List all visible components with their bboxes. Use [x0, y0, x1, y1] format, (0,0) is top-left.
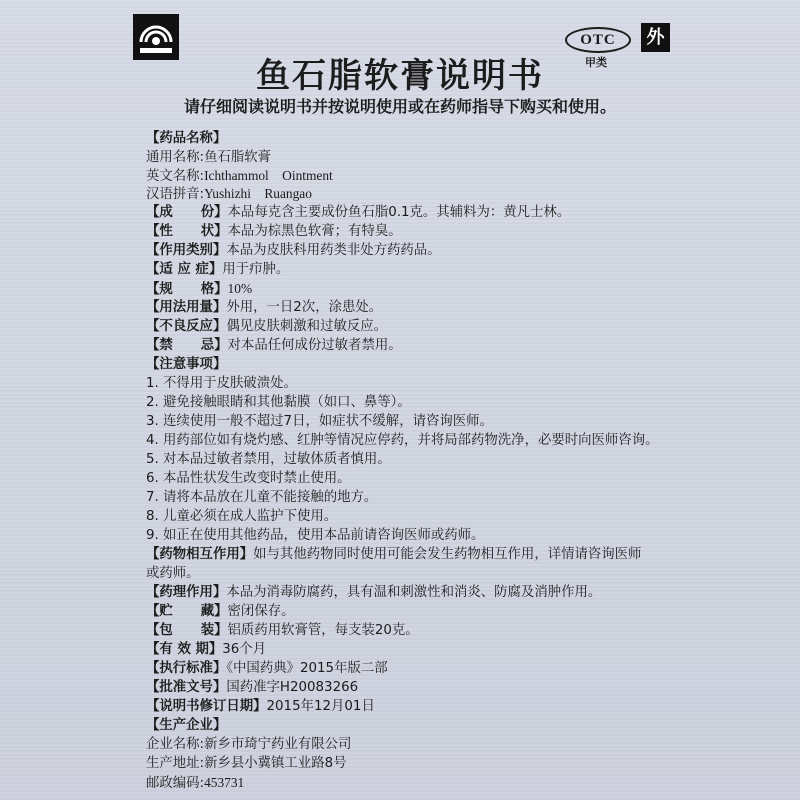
interaction-value-cont: 或药师。: [146, 566, 200, 581]
contra-value: 对本品任何成份过敏者禁用。: [227, 338, 402, 353]
approval-value: 国药准字H20083266: [226, 680, 359, 695]
ingredients-row: [146, 203, 570, 222]
pinyin-value: Yushizhi Ruangao: [204, 186, 312, 201]
page-subtitle: 请仔细阅读说明书并按说明使用或在药师指导下购买和使用。: [183, 97, 616, 116]
package-label: 【包 装】: [146, 623, 228, 638]
indication-label: 【适 应 症】: [146, 262, 223, 277]
precaution-item: 8. 儿童必须在成人监护下使用。: [146, 509, 338, 524]
dosage-row: [146, 298, 382, 317]
approval-row: [146, 678, 358, 697]
spec-label: 【规 格】: [146, 282, 228, 297]
storage-label: 【贮 藏】: [146, 604, 228, 619]
precaution-item: 6. 本品性状发生改变时禁止使用。: [146, 471, 351, 486]
standard-value: 《中国药典》2015年版二部: [226, 661, 388, 676]
contra-label: 【禁 忌】: [146, 338, 228, 353]
interaction-row: [146, 545, 641, 564]
revision-label: 【说明书修订日期】: [146, 699, 267, 714]
revision-value: 2015年12月01日: [266, 699, 375, 714]
category-label: 【作用类别】: [146, 243, 227, 258]
adverse-label: 【不良反应】: [146, 319, 227, 334]
pharmacology-row: [146, 583, 601, 602]
interaction-value: 如与其他药物同时使用可能会发生药物相互作用，详情请咨询医师: [253, 547, 642, 562]
validity-value: 36个月: [222, 642, 267, 657]
company-name-row: [146, 735, 351, 754]
zip-row: [146, 773, 244, 793]
category-value: 本品为皮肤科用药类非处方药药品。: [226, 243, 441, 258]
standard-row: [146, 659, 388, 678]
otc-class: 甲类: [585, 56, 607, 69]
otc-badge: OTC: [565, 27, 631, 53]
english-name-row: [146, 166, 333, 186]
adverse-value: 偶见皮肤刺激和过敏反应。: [226, 319, 388, 334]
pharmacology-label: 【药理作用】: [146, 585, 227, 600]
precaution-item: 2. 避免接触眼睛和其他黏膜（如口、鼻等）。: [146, 395, 411, 410]
standard-label: 【执行标准】: [146, 661, 227, 676]
spec-value: 10%: [227, 281, 253, 296]
revision-row: [146, 697, 375, 716]
generic-name-label: 通用名称:: [146, 150, 205, 165]
external-use-badge: 外: [641, 23, 670, 52]
properties-value: 本品为棕黑色软膏；有特臭。: [227, 224, 402, 239]
approval-label: 【批准文号】: [146, 680, 227, 695]
package-value: 铝质药用软膏管，每支装20克。: [227, 623, 419, 638]
interaction-label: 【药物相互作用】: [146, 547, 254, 562]
properties-row: [146, 222, 402, 241]
dosage-value: 外用，一日2次，涂患处。: [226, 300, 383, 315]
precaution-item: 4. 用药部位如有烧灼感、红肿等情况应停药，并将局部药物洗净，必要时向医师咨询。: [146, 433, 659, 448]
company-name-value: 新乡市琦宁药业有限公司: [204, 737, 352, 752]
company-name-label: 企业名称:: [146, 737, 205, 752]
zip-value: 453731: [204, 775, 245, 790]
manufacturer-heading: 【生产企业】: [146, 718, 227, 733]
address-label: 生产地址:: [146, 756, 205, 771]
english-name-value: Ichthammol Ointment: [204, 168, 333, 183]
precaution-item: 5. 对本品过敏者禁用，过敏体质者慎用。: [146, 452, 391, 467]
ingredients-value: 本品每克含主要成份鱼石脂0.1克。其辅料为：黄凡士林。: [227, 205, 571, 220]
pinyin-label: 汉语拼音:: [146, 187, 205, 202]
english-name-label: 英文名称:: [146, 169, 205, 184]
dosage-label: 【用法用量】: [146, 300, 227, 315]
drug-name-heading: 【药品名称】: [146, 131, 227, 146]
indication-value: 用于疖肿。: [222, 262, 290, 277]
address-value: 新乡县小冀镇工业路8号: [204, 756, 347, 771]
contra-row: [146, 336, 402, 355]
address-row: [146, 754, 347, 773]
pharmacology-value: 本品为消毒防腐药，具有温和刺激性和消炎、防腐及消肿作用。: [226, 585, 602, 600]
ingredients-label: 【成 份】: [146, 205, 228, 220]
validity-label: 【有 效 期】: [146, 642, 223, 657]
package-row: [146, 621, 419, 640]
precaution-item: 3. 连续使用一般不超过7日，如症状不缓解，请咨询医师。: [146, 414, 493, 429]
zip-label: 邮政编码:: [146, 776, 205, 791]
properties-label: 【性 状】: [146, 224, 228, 239]
validity-row: [146, 640, 266, 659]
precaution-item: 1. 不得用于皮肤破溃处。: [146, 376, 297, 391]
precaution-item: 9. 如正在使用其他药品，使用本品前请咨询医师或药师。: [146, 528, 485, 543]
storage-value: 密闭保存。: [227, 604, 295, 619]
generic-name-value: 鱼石脂软膏: [204, 150, 272, 165]
indication-row: [146, 260, 289, 279]
precautions-heading: 【注意事项】: [146, 357, 227, 372]
spec-row: [146, 279, 252, 299]
precaution-item: 7. 请将本品放在儿童不能接触的地方。: [146, 490, 378, 505]
generic-name-row: [146, 148, 271, 167]
category-row: [146, 241, 441, 260]
storage-row: [146, 602, 295, 621]
pinyin-row: [146, 184, 312, 204]
page-title: 鱼石脂软膏说明书: [256, 56, 544, 96]
adverse-row: [146, 317, 387, 336]
